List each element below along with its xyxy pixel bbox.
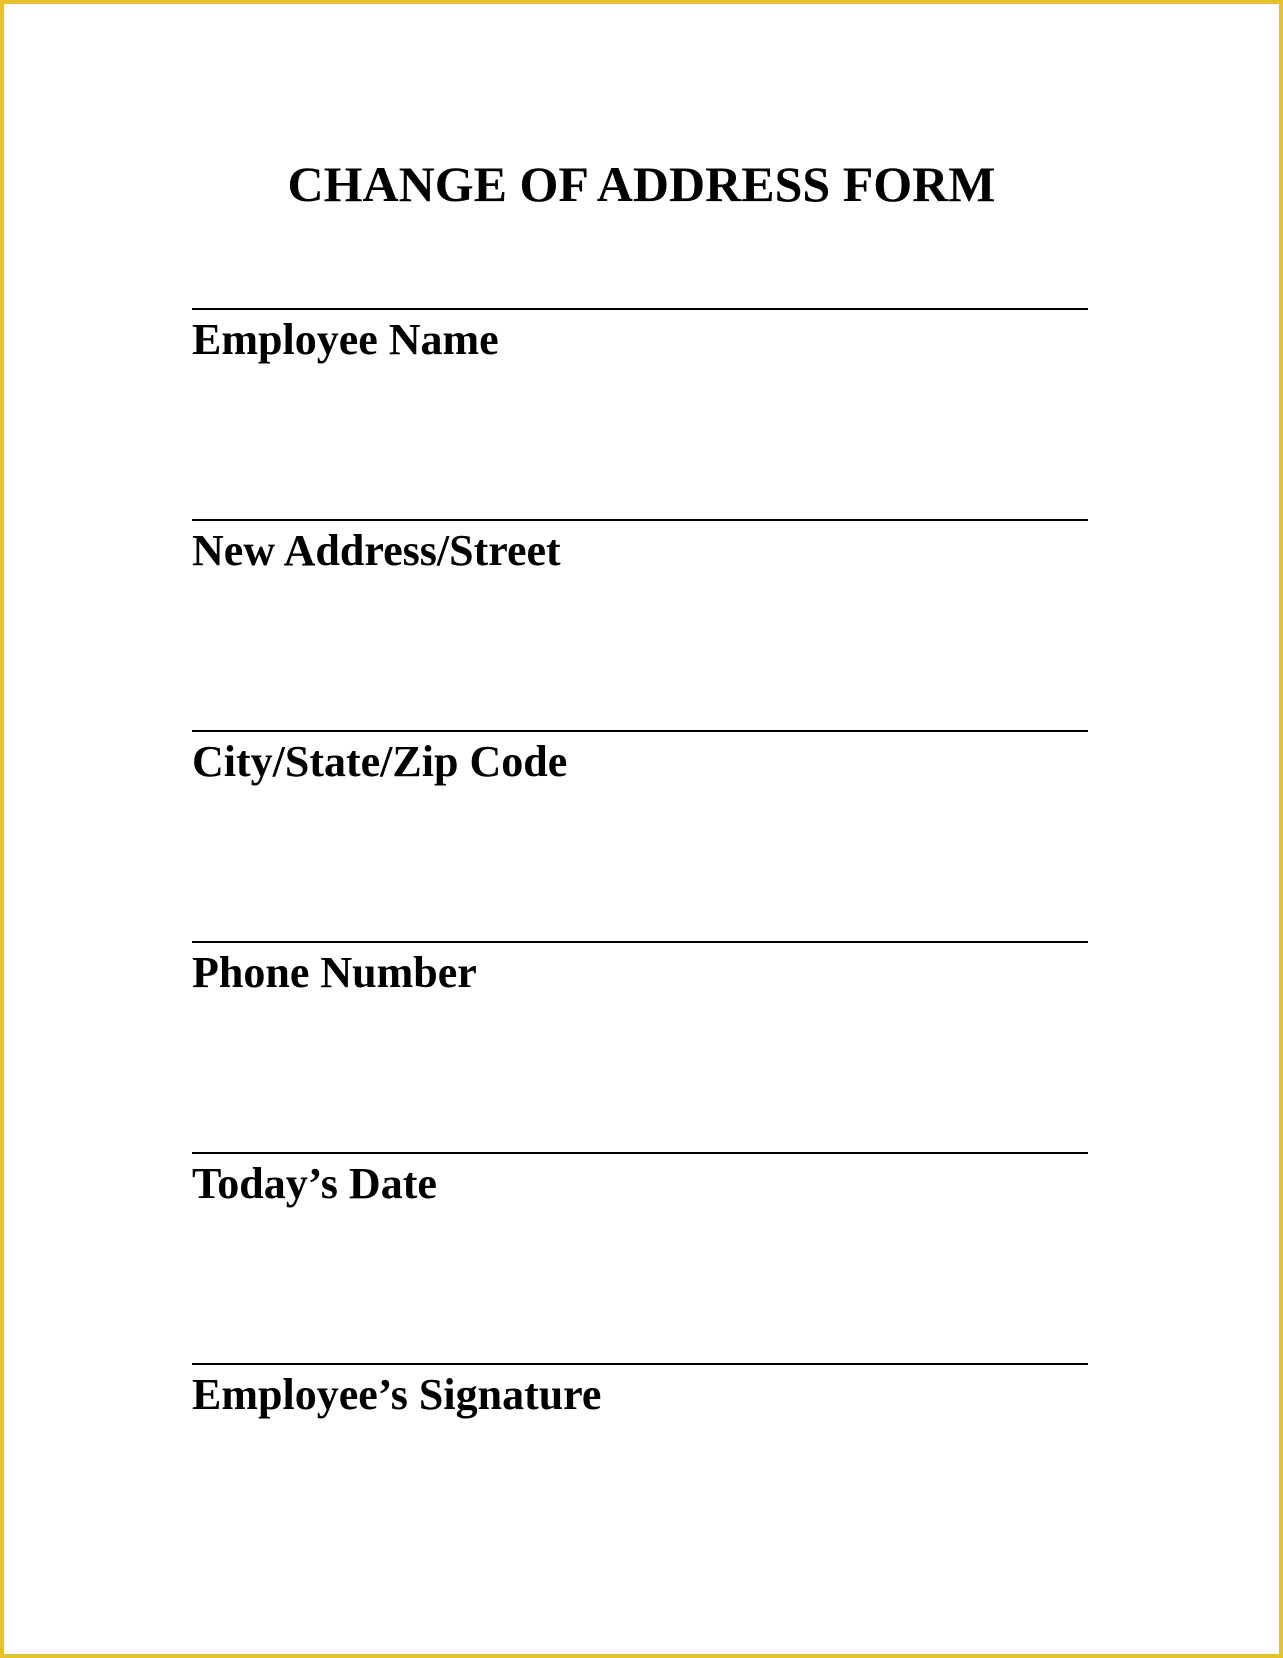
field-todays-date bbox=[192, 1152, 1092, 1212]
field-new-address-street bbox=[192, 519, 1092, 579]
field-label: Employee Name bbox=[192, 315, 499, 364]
field-employee-name bbox=[192, 308, 1092, 368]
field-employee-signature bbox=[192, 1363, 1092, 1423]
signature-line[interactable] bbox=[192, 1152, 1088, 1154]
field-label: New Address/Street bbox=[192, 526, 561, 575]
signature-line[interactable] bbox=[192, 730, 1088, 732]
field-label: Employee’s Signature bbox=[192, 1370, 602, 1419]
form-title: CHANGE OF ADDRESS FORM bbox=[287, 156, 996, 212]
field-label: Today’s Date bbox=[192, 1159, 437, 1208]
signature-line[interactable] bbox=[192, 1363, 1088, 1365]
signature-line[interactable] bbox=[192, 308, 1088, 310]
field-label: Phone Number bbox=[192, 948, 477, 997]
field-phone-number bbox=[192, 941, 1092, 1001]
field-city-state-zip bbox=[192, 730, 1092, 790]
field-label: City/State/Zip Code bbox=[192, 737, 568, 786]
signature-line[interactable] bbox=[192, 519, 1088, 521]
signature-line[interactable] bbox=[192, 941, 1088, 943]
